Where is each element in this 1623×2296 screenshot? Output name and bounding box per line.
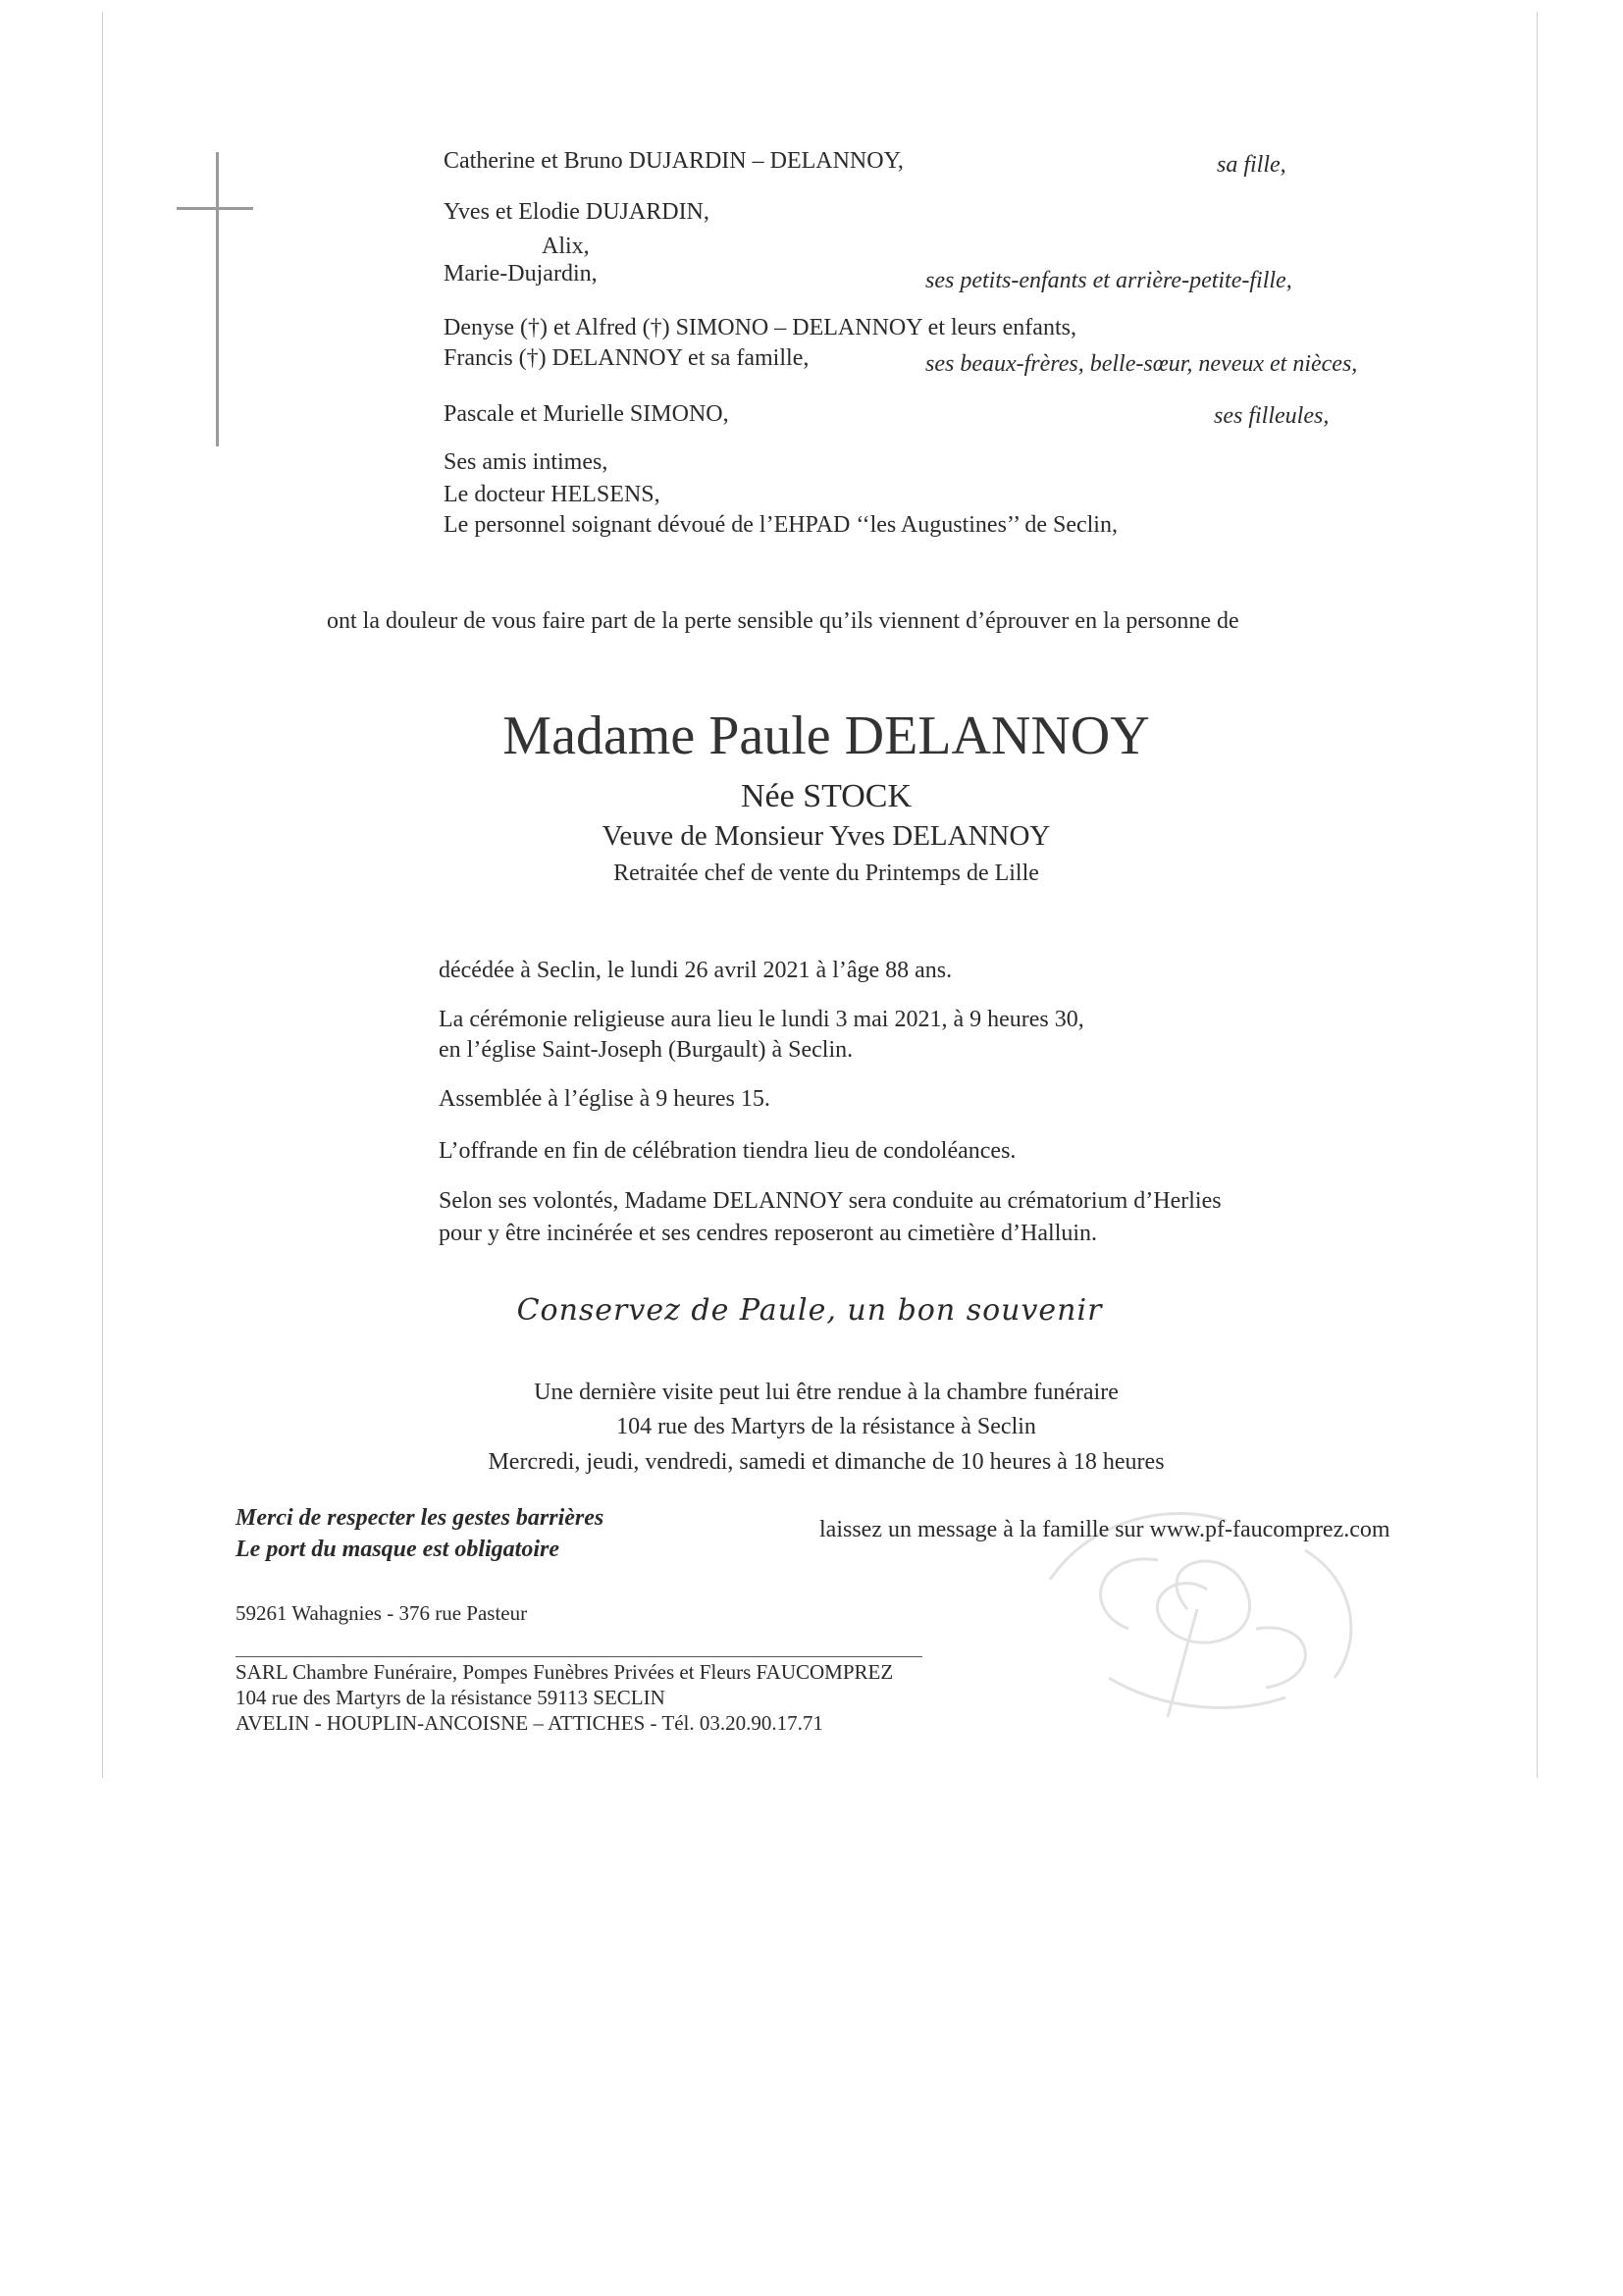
divider xyxy=(236,1656,922,1657)
family-line-3: Alix, xyxy=(542,234,590,259)
widow-of: Veuve de Monsieur Yves DELANNOY xyxy=(602,820,1051,852)
cross-icon xyxy=(216,152,219,446)
visit-line-2: 104 rue des Martyrs de la résistance à Seclin xyxy=(616,1414,1036,1439)
family-line-5: Denyse (†) et Alfred (†) SIMONO – DELANNOY et leurs enfants, xyxy=(444,315,1076,340)
cross-icon-bar xyxy=(177,207,253,210)
family-relation-7: ses filleules, xyxy=(1214,403,1330,429)
flower-watermark xyxy=(932,1462,1442,1747)
family-line-2: Yves et Elodie DUJARDIN, xyxy=(444,199,709,225)
assembly-info: Assemblée à l’église à 9 heures 15. xyxy=(439,1086,770,1112)
visit-line-3: Mercredi, jeudi, vendredi, samedi et dimanche de 10 heures à 18 heures xyxy=(488,1449,1165,1475)
funeral-home-line-1: SARL Chambre Funéraire, Pompes Funèbres Privées et Fleurs FAUCOMPREZ xyxy=(236,1660,894,1684)
deceased-name: Madame Paule DELANNOY xyxy=(502,705,1150,766)
notice-line-1: Merci de respecter les gestes barrières xyxy=(236,1505,604,1531)
memory-phrase: Conservez de Paule, un bon souvenir xyxy=(516,1293,1103,1328)
offering-info: L’offrande en fin de célébration tiendra lieu de condoléances. xyxy=(439,1138,1017,1164)
notice-line-2: Le port du masque est obligatoire xyxy=(236,1537,559,1562)
death-info: décédée à Seclin, le lundi 26 avril 2021 à l’âge 88 ans. xyxy=(439,958,953,983)
family-relation-6: ses beaux-frères, belle-sœur, neveux et nièces, xyxy=(925,351,1358,377)
family-line-8: Ses amis intimes, xyxy=(444,449,608,475)
family-relation-4: ses petits-enfants et arrière-petite-fille, xyxy=(925,268,1292,293)
maiden-name: Née STOCK xyxy=(740,778,913,814)
address: 59261 Wahagnies - 376 rue Pasteur xyxy=(236,1601,528,1625)
online-message: laissez un message à la famille sur www.pf-faucomprez.com xyxy=(819,1517,1390,1542)
wishes-line-2: pour y être incinérée et ses cendres reposeront au cimetière d’Halluin. xyxy=(439,1221,1098,1246)
announcement-text: ont la douleur de vous faire part de la perte sensible qu’ils viennent d’éprouver en la personne de xyxy=(327,608,1239,634)
ceremony-line-1: La cérémonie religieuse aura lieu le lundi 3 mai 2021, à 9 heures 30, xyxy=(439,1007,1084,1032)
family-relation-1: sa fille, xyxy=(1217,152,1286,178)
family-line-10: Le personnel soignant dévoué de l’EHPAD ‘‘les Augustines’’ de Seclin, xyxy=(444,512,1118,538)
ceremony-line-2: en l’église Saint-Joseph (Burgault) à Seclin. xyxy=(439,1037,854,1063)
page-edge-right xyxy=(1537,12,1538,1778)
page-edge-left xyxy=(102,12,103,1778)
wishes-line-1: Selon ses volontés, Madame DELANNOY sera conduite au crématorium d’Herlies xyxy=(439,1188,1222,1214)
funeral-home-line-2: 104 rue des Martyrs de la résistance 59113 SECLIN xyxy=(236,1686,665,1709)
family-line-7: Pascale et Murielle SIMONO, xyxy=(444,401,729,427)
family-line-1: Catherine et Bruno DUJARDIN – DELANNOY, xyxy=(444,148,904,174)
visit-line-1: Une dernière visite peut lui être rendue à la chambre funéraire xyxy=(534,1380,1119,1405)
family-line-9: Le docteur HELSENS, xyxy=(444,482,660,507)
family-line-6: Francis (†) DELANNOY et sa famille, xyxy=(444,345,810,371)
occupation: Retraitée chef de vente du Printemps de Lille xyxy=(613,861,1039,886)
family-line-4: Marie-Dujardin, xyxy=(444,261,598,287)
funeral-home-line-3: AVELIN - HOUPLIN-ANCOISNE – ATTICHES - Tél. 03.20.90.17.71 xyxy=(236,1711,823,1735)
